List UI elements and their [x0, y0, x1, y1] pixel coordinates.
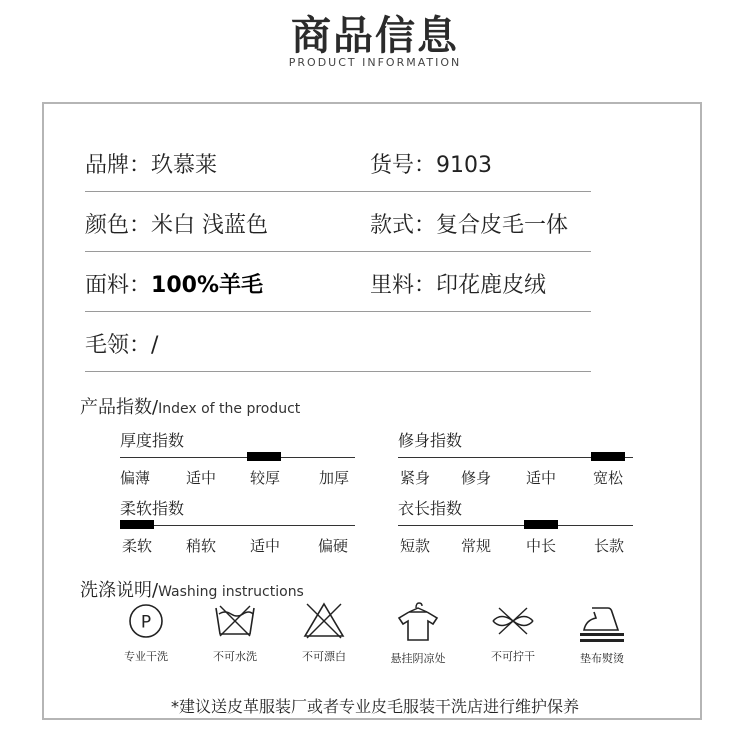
- no-water-wash-icon: [212, 600, 258, 642]
- thickness-index-name: 厚度指数: [120, 431, 185, 450]
- thickness-index: [120, 428, 355, 498]
- collar-text: 毛领：/: [85, 333, 159, 358]
- softness-label-2: 稍软: [186, 537, 217, 555]
- page-subtitle: PRODUCT INFORMATION: [288, 56, 462, 69]
- thickness-index-marker: [247, 452, 281, 461]
- product-index-title-cn: 产品指数/: [80, 397, 159, 418]
- care-note: *建议送皮革服装厂或者专业皮毛服装干洗店进行维护保养: [170, 697, 579, 716]
- info-row-brand: [85, 131, 591, 192]
- softness-index-marker: [120, 520, 154, 529]
- iron-with-cloth-icon: [578, 600, 626, 644]
- fit-label-3: 适中: [526, 469, 557, 487]
- fabric-value: 100%羊毛: [151, 273, 263, 298]
- wash-label-iron: 垫布熨烫: [580, 652, 624, 665]
- style-text: 款式：复合皮毛一体: [370, 213, 569, 238]
- softness-label-1: 柔软: [122, 537, 153, 555]
- thickness-label-2: 适中: [186, 469, 217, 487]
- fit-index: [398, 428, 633, 498]
- color-text: 颜色：米白 浅蓝色: [85, 213, 268, 238]
- wash-label-no-bleach: 不可漂白: [302, 650, 346, 663]
- fit-label-2: 修身: [461, 469, 492, 487]
- product-index-title: [80, 393, 300, 419]
- product-index-title-en: Index of the product: [158, 401, 301, 417]
- item-number-text: 货号：9103: [370, 153, 492, 178]
- thickness-label-4: 加厚: [319, 469, 350, 487]
- washing-title-en: Washing instructions: [158, 584, 304, 600]
- wash-item-hang-dry: [378, 600, 458, 666]
- wash-item-no-bleach: [284, 600, 364, 664]
- no-wring-icon: [489, 600, 537, 642]
- length-label-3: 中长: [526, 537, 557, 555]
- fit-index-marker: [591, 452, 625, 461]
- brand-text: 品牌：玖慕莱: [85, 153, 218, 178]
- lining-text: 里料：印花鹿皮绒: [370, 273, 547, 298]
- info-row-fabric: [85, 251, 591, 312]
- thickness-label-3: 较厚: [250, 469, 281, 487]
- wash-item-iron: [562, 600, 642, 666]
- length-label-2: 常规: [461, 537, 492, 555]
- thickness-label-1: 偏薄: [120, 469, 151, 487]
- wash-label-dry-clean: 专业干洗: [124, 650, 168, 663]
- softness-index: [120, 496, 355, 566]
- wash-label-no-wring: 不可拧干: [491, 650, 535, 663]
- fit-index-name: 修身指数: [398, 431, 463, 450]
- thickness-index-track: [120, 457, 355, 458]
- page-title: 商品信息: [291, 13, 459, 59]
- washing-title-cn: 洗涤说明/: [80, 580, 159, 601]
- info-row-color: [85, 191, 591, 252]
- wash-label-hang-dry: 悬挂阴凉处: [390, 652, 446, 665]
- fabric-text: [85, 268, 263, 299]
- length-index-marker: [524, 520, 558, 529]
- length-index-name: 衣长指数: [398, 499, 463, 518]
- fabric-label: 面料：: [85, 273, 152, 298]
- wash-item-dry-clean: [106, 600, 186, 664]
- length-label-1: 短款: [400, 537, 431, 555]
- washing-title: [80, 576, 304, 602]
- svg-text:P: P: [140, 612, 152, 633]
- wash-item-no-wring: [473, 600, 553, 664]
- wash-label-no-water: 不可水洗: [213, 650, 257, 663]
- softness-label-4: 偏硬: [318, 537, 349, 555]
- length-index: [398, 496, 633, 566]
- wash-item-no-water: [195, 600, 275, 664]
- length-label-4: 长款: [594, 537, 625, 555]
- length-index-track: [398, 525, 633, 526]
- fit-label-1: 紧身: [400, 469, 431, 487]
- info-row-collar: [85, 311, 591, 372]
- softness-index-track: [120, 525, 355, 526]
- professional-dry-clean-icon: [125, 600, 167, 642]
- softness-index-name: 柔软指数: [120, 499, 185, 518]
- fit-label-4: 宽松: [593, 469, 624, 487]
- no-bleach-icon: [301, 600, 347, 642]
- softness-label-3: 适中: [250, 537, 281, 555]
- hang-dry-shade-icon: [395, 600, 441, 644]
